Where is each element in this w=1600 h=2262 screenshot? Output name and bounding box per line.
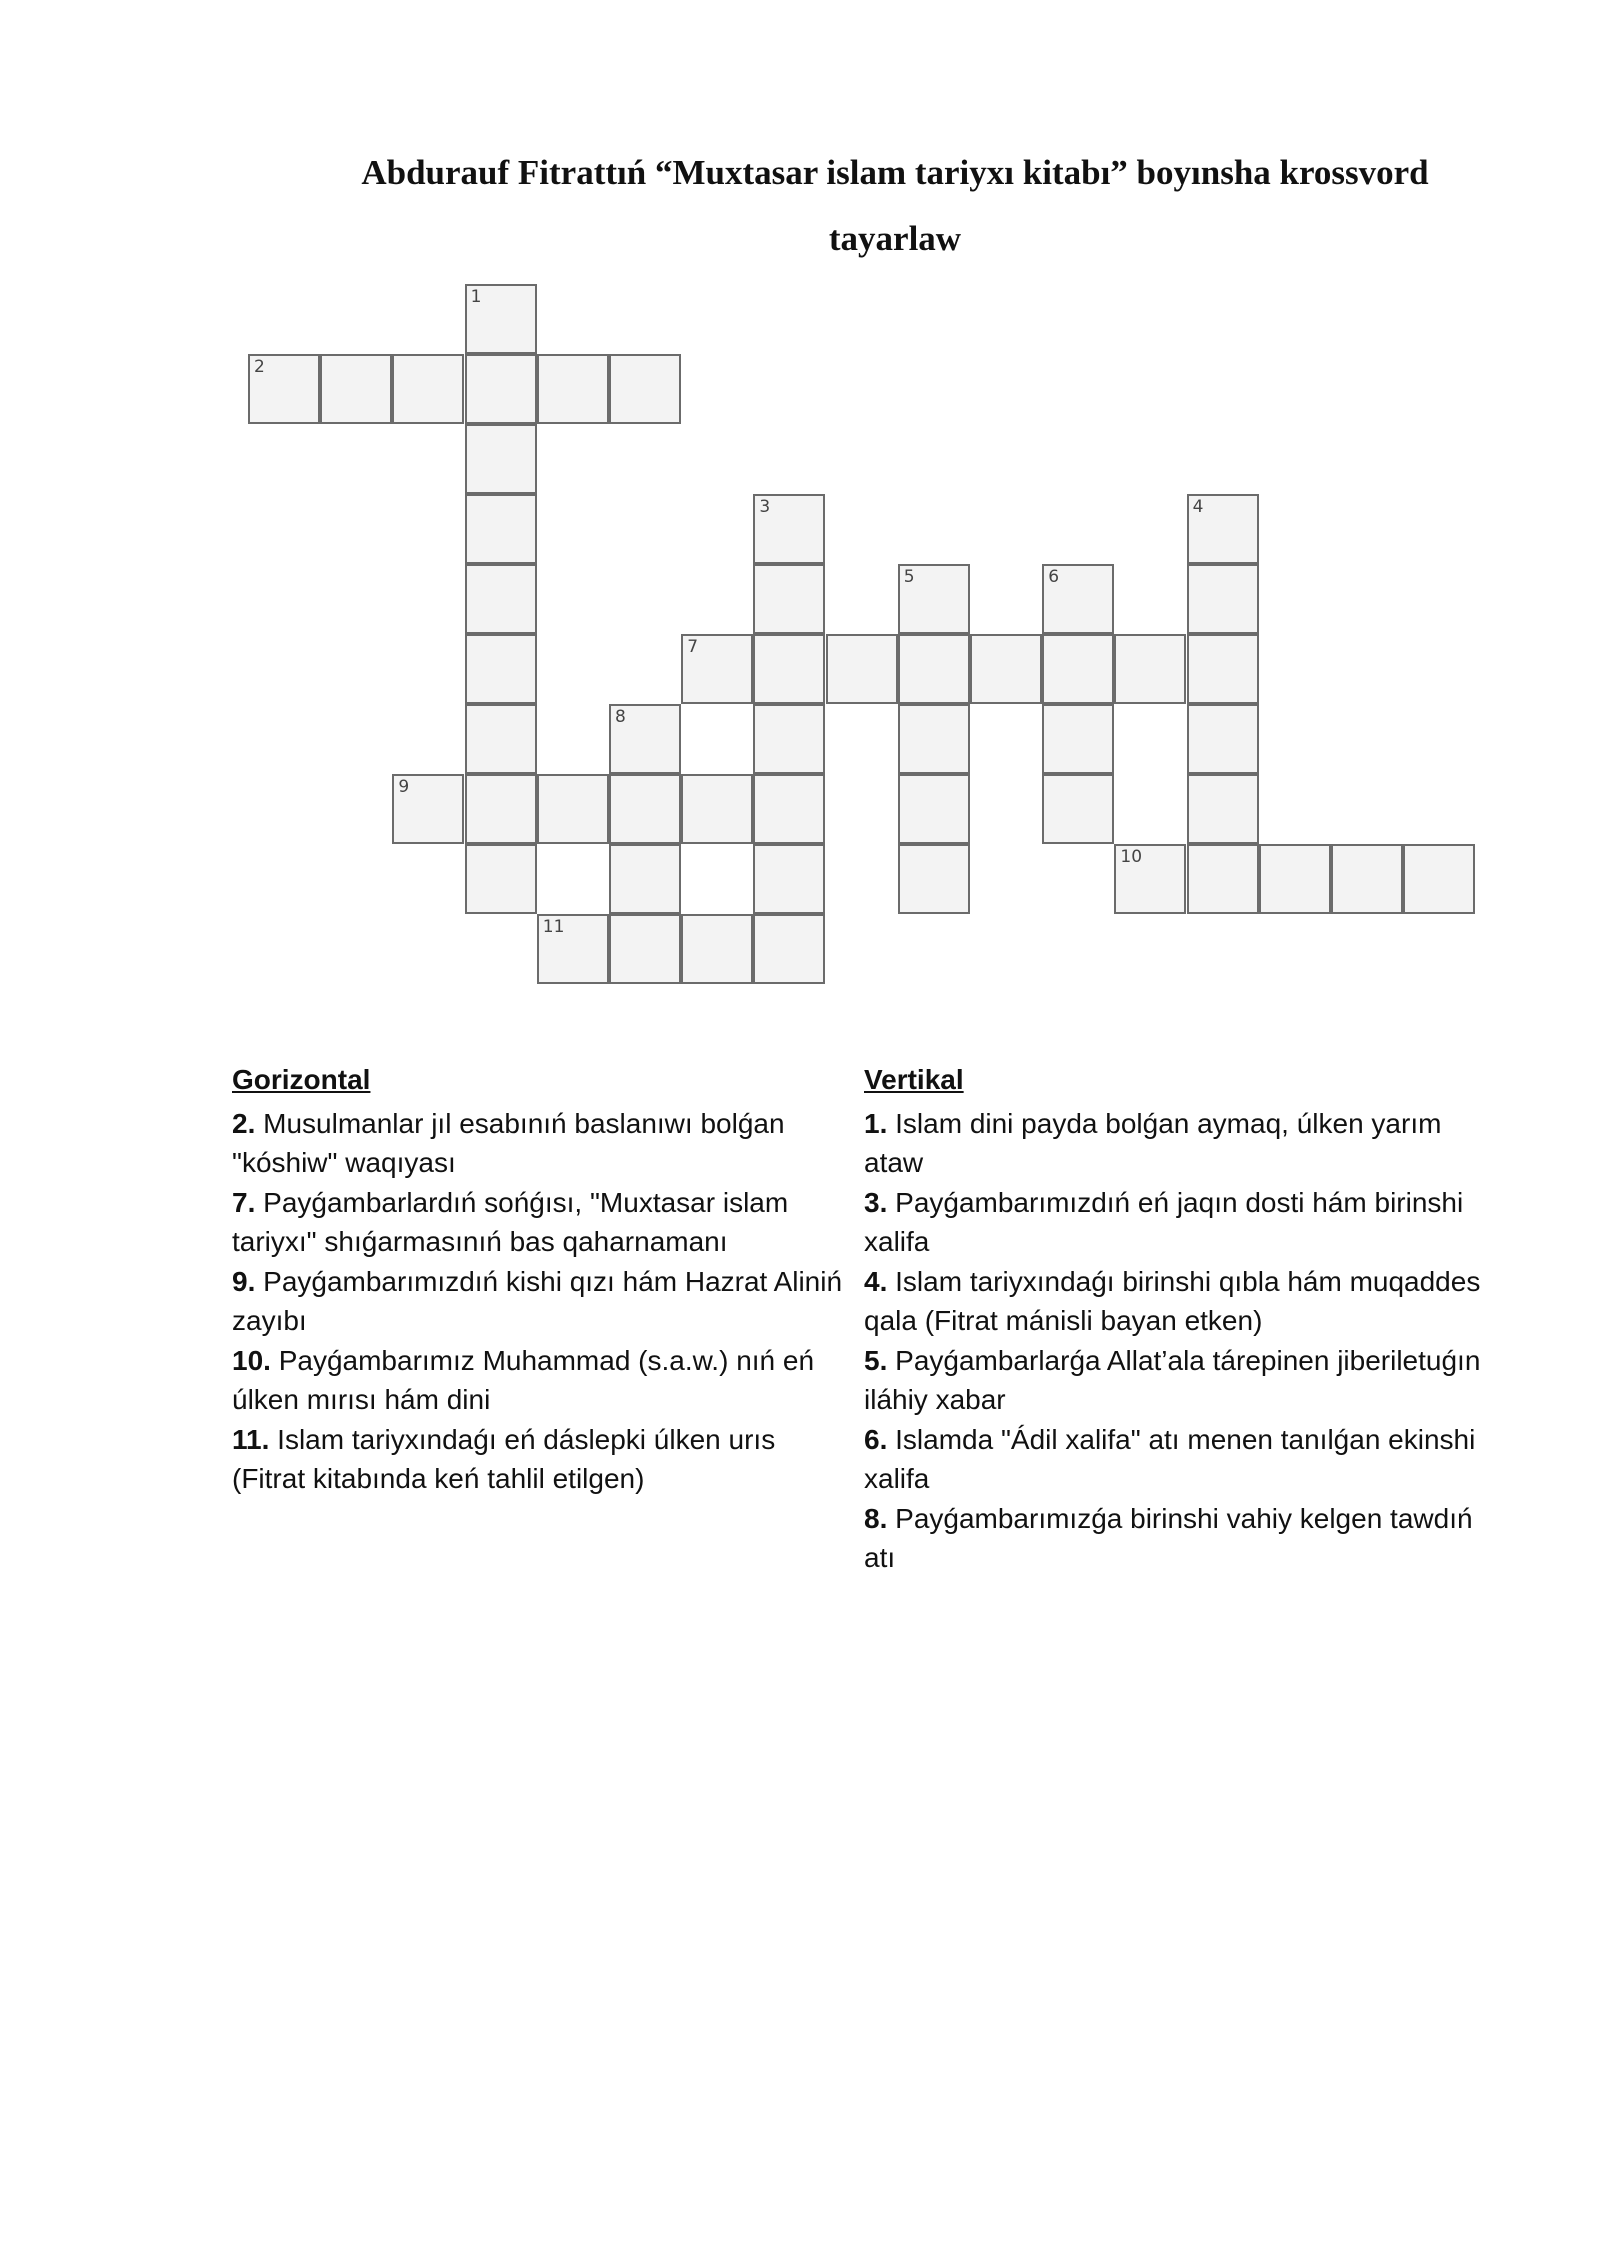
crossword-cell[interactable] (753, 914, 825, 984)
cell-number: 5 (903, 567, 915, 587)
crossword-cell[interactable] (970, 634, 1042, 704)
crossword-cell[interactable] (1042, 704, 1114, 774)
cell-number: 7 (687, 637, 699, 657)
clue-item: 11. Islam tariyxındaǵı eń dáslepki úlken urıs (Fitrat kitabında keń tahlil etilgen) (232, 1423, 776, 1494)
clue-item: 8. Payǵambarımızǵa birinshi vahiy kelgen tawdıń atı (864, 1502, 1473, 1573)
crossword-cell[interactable] (681, 774, 753, 844)
crossword-cell[interactable] (898, 564, 970, 634)
crossword-cell[interactable] (1114, 634, 1186, 704)
crossword-cell[interactable] (465, 844, 537, 914)
page-title: Abdurauf Fitrattıń “Muxtasar islam tariyxı kitabı” boyınsha krossvord tayarlaw (361, 153, 1429, 258)
crossword-cell[interactable] (753, 494, 825, 564)
crossword-cell[interactable] (826, 634, 898, 704)
crossword-cell[interactable] (392, 774, 464, 844)
cell-number: 8 (615, 707, 626, 727)
horizontal-clues (232, 1060, 852, 1499)
cell-number: 2 (254, 357, 265, 377)
clue-item: 6. Islamda "Ádil xalifa" atı menen tanılǵan ekinshi xalifa (864, 1423, 1476, 1494)
crossword-cell[interactable] (465, 494, 537, 564)
crossword-cell[interactable] (609, 704, 681, 774)
clue-item: 5. Payǵambarlarǵa Allat’ala tárepinen jiberiletuǵın iláhiy xabar (864, 1344, 1481, 1415)
crossword-cell[interactable] (681, 914, 753, 984)
cell-number: 4 (1192, 497, 1204, 517)
vertical-heading: Vertikal (864, 1064, 964, 1095)
crossword-cell[interactable] (753, 704, 825, 774)
crossword-cell[interactable] (1042, 564, 1114, 634)
vertical-clues (864, 1060, 1504, 1578)
crossword-cell[interactable] (537, 774, 609, 844)
crossword-cell[interactable] (1187, 844, 1259, 914)
cell-number: 10 (1120, 847, 1143, 867)
crossword-cell[interactable] (898, 844, 970, 914)
crossword-cell[interactable] (465, 774, 537, 844)
clue-item: 7. Payǵambarlardıń sońǵısı, "Muxtasar islam tariyxı" shıǵarmasınıń bas qaharnamanı (232, 1186, 789, 1257)
crossword-cell[interactable] (753, 564, 825, 634)
crossword-cell[interactable] (681, 634, 753, 704)
crossword-cell[interactable] (1187, 704, 1259, 774)
cell-number: 9 (398, 777, 410, 797)
crossword-cell[interactable] (1187, 494, 1259, 564)
crossword-cell[interactable] (609, 844, 681, 914)
crossword-cell[interactable] (392, 354, 464, 424)
crossword-cell[interactable] (465, 284, 537, 354)
crossword-cell[interactable] (753, 774, 825, 844)
crossword-cell[interactable] (1403, 844, 1475, 914)
crossword-cell[interactable] (248, 354, 320, 424)
crossword-cell[interactable] (898, 704, 970, 774)
crossword-cell[interactable] (465, 704, 537, 774)
crossword-cell[interactable] (1259, 844, 1331, 914)
crossword-cell[interactable] (1187, 634, 1259, 704)
crossword-cell[interactable] (320, 354, 392, 424)
crossword-cell[interactable] (537, 914, 609, 984)
crossword-cell[interactable] (465, 424, 537, 494)
crossword-cell[interactable] (465, 354, 537, 424)
crossword-cell[interactable] (898, 774, 970, 844)
cell-number: 11 (542, 917, 565, 937)
crossword-cell[interactable] (753, 844, 825, 914)
crossword-cell[interactable] (1331, 844, 1403, 914)
crossword-cell[interactable] (898, 634, 970, 704)
crossword-cell[interactable] (609, 774, 681, 844)
crossword-cell[interactable] (537, 354, 609, 424)
cell-number: 1 (470, 287, 482, 307)
clue-item: 9. Payǵambarımızdıń kishi qızı hám Hazrat Aliniń zayıbı (232, 1265, 843, 1336)
crossword-cell[interactable] (465, 564, 537, 634)
crossword-cell[interactable] (465, 634, 537, 704)
crossword-cell[interactable] (1042, 634, 1114, 704)
cell-number: 6 (1048, 567, 1060, 587)
clue-item: 3. Payǵambarımızdıń eń jaqın dosti hám birinshi xalifa (864, 1186, 1464, 1257)
clue-item: 4. Islam tariyxındaǵı birinshi qıbla hám muqaddes qala (Fitrat mánisli bayan etken) (864, 1265, 1481, 1336)
crossword-cell[interactable] (609, 914, 681, 984)
crossword-cell[interactable] (1187, 564, 1259, 634)
horizontal-heading: Gorizontal (232, 1064, 371, 1095)
clue-item: 1. Islam dini payda bolǵan aymaq, úlken yarım ataw (864, 1107, 1442, 1178)
clue-item: 10. Payǵambarımız Muhammad (s.a.w.) nıń eń úlken mırısı hám dini (232, 1344, 815, 1415)
cell-number: 3 (759, 497, 771, 517)
crossword-cell[interactable] (1042, 774, 1114, 844)
clue-item: 2. Musulmanlar jıl esabınıń baslanıwı bolǵan "kóshiw" waqıyası (232, 1107, 785, 1178)
crossword-cell[interactable] (609, 354, 681, 424)
crossword-cell[interactable] (753, 634, 825, 704)
crossword-grid (0, 0, 1600, 1000)
crossword-cell[interactable] (1114, 844, 1186, 914)
crossword-cell[interactable] (1187, 774, 1259, 844)
